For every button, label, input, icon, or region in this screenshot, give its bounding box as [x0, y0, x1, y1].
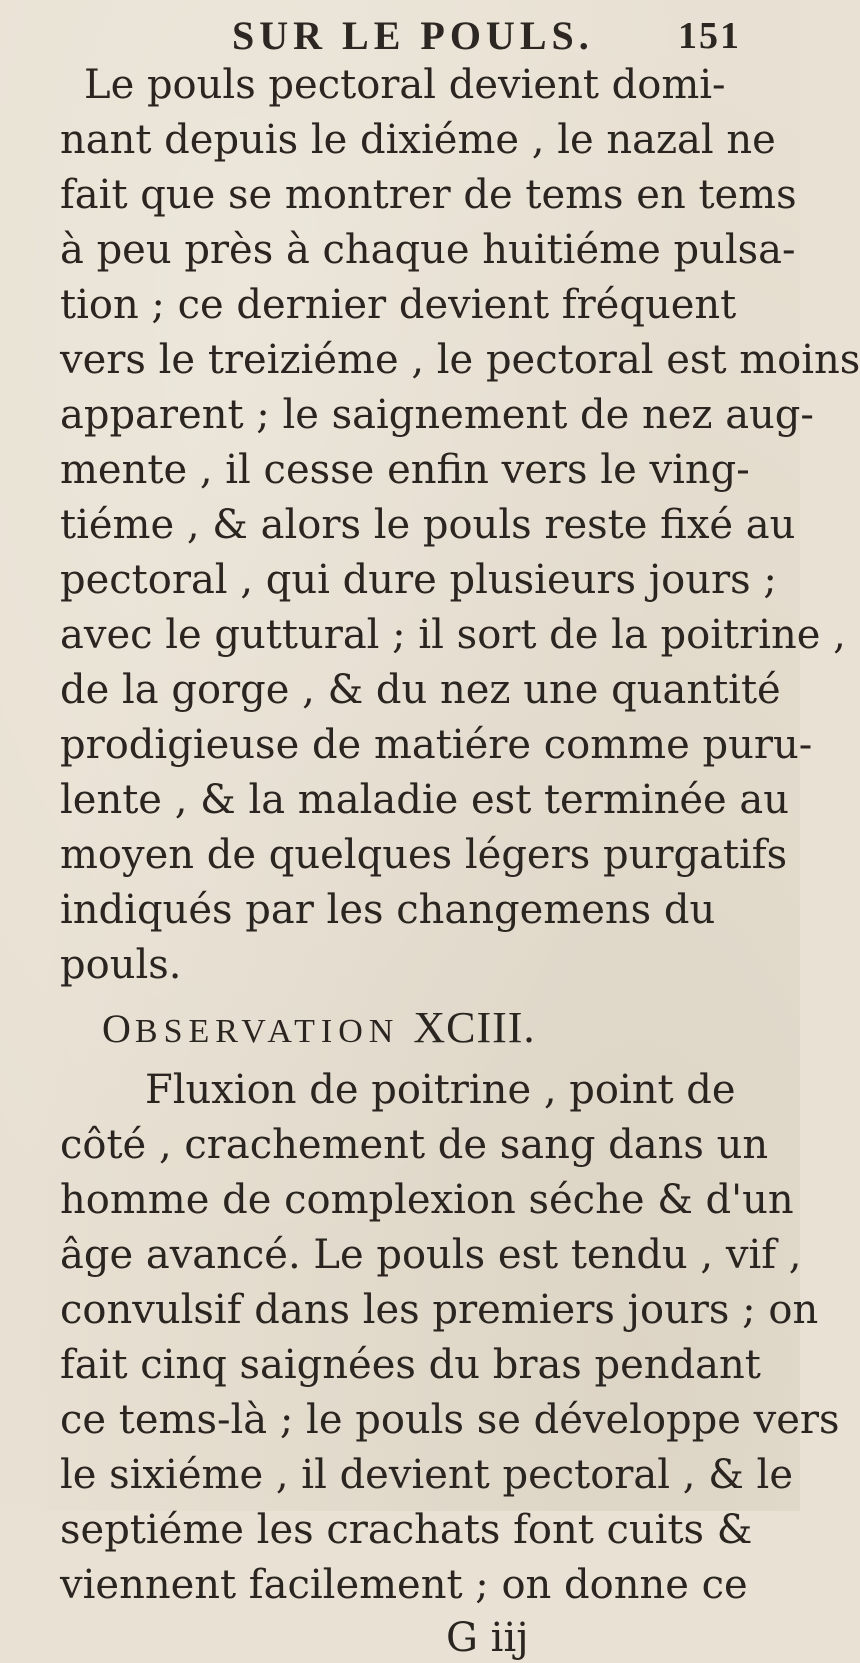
text-line: pectoral , qui dure plusieurs jours ;: [60, 557, 777, 603]
text-line: fait cinq saignées du bras pendant: [60, 1342, 761, 1388]
text-line: viennent facilement ; on donne ce: [60, 1562, 748, 1608]
text-line: le sixiéme , il devient pectoral , & le: [60, 1452, 793, 1498]
text-line: ce tems-là ; le pouls se développe vers: [60, 1397, 840, 1443]
text-line: côté , crachement de sang dans un: [60, 1122, 769, 1168]
running-head: SUR LE POULS.: [232, 13, 594, 58]
text-line: lente , & la maladie est terminée au: [60, 777, 790, 823]
text-line: homme de complexion séche & d'un: [60, 1177, 794, 1223]
text-line: nant depuis le dixiéme , le nazal ne: [60, 117, 776, 163]
observation-number: XCIII.: [413, 1003, 536, 1052]
text-line: tiéme , & alors le pouls reste fixé au: [60, 502, 796, 548]
text-line: indiqués par les changemens du: [60, 887, 716, 933]
observation-label: BSERVATION: [134, 1013, 400, 1050]
text-line: convulsif dans les premiers jours ; on: [60, 1287, 819, 1333]
text-line: vers le treiziéme , le pectoral est moins: [60, 337, 860, 383]
signature-mark: G iij: [446, 1615, 529, 1661]
text-line: apparent ; le saignement de nez aug-: [60, 392, 814, 438]
observation-heading: [60, 993, 800, 1063]
text-line: avec le guttural ; il sort de la poitrine ,: [60, 612, 846, 658]
text-line: Fluxion de poitrine , point de: [145, 1067, 736, 1113]
text-line: moyen de quelques légers purgatifs: [60, 832, 788, 878]
text-line: de la gorge , & du nez une quantité: [60, 667, 781, 713]
text-line: pouls.: [60, 942, 182, 988]
text-line: fait que se montrer de tems en tems: [60, 172, 797, 218]
text-line: septiéme les crachats font cuits &: [60, 1507, 753, 1553]
text-line: à peu près à chaque huitiéme pulsa-: [60, 227, 796, 273]
page-header: [0, 12, 800, 58]
text-line: âge avancé. Le pouls est tendu , vif ,: [60, 1232, 802, 1278]
text-line: mente , il cesse enfin vers le ving-: [60, 447, 750, 493]
page-number: 151: [678, 15, 741, 57]
text-line: Le pouls pectoral devient domi-: [84, 62, 726, 108]
text-line: prodigieuse de matiére comme puru-: [60, 722, 813, 768]
body-text: [60, 58, 860, 1663]
text-line: tion ; ce dernier devient fréquent: [60, 282, 737, 328]
observation-initial: O: [102, 1006, 135, 1051]
